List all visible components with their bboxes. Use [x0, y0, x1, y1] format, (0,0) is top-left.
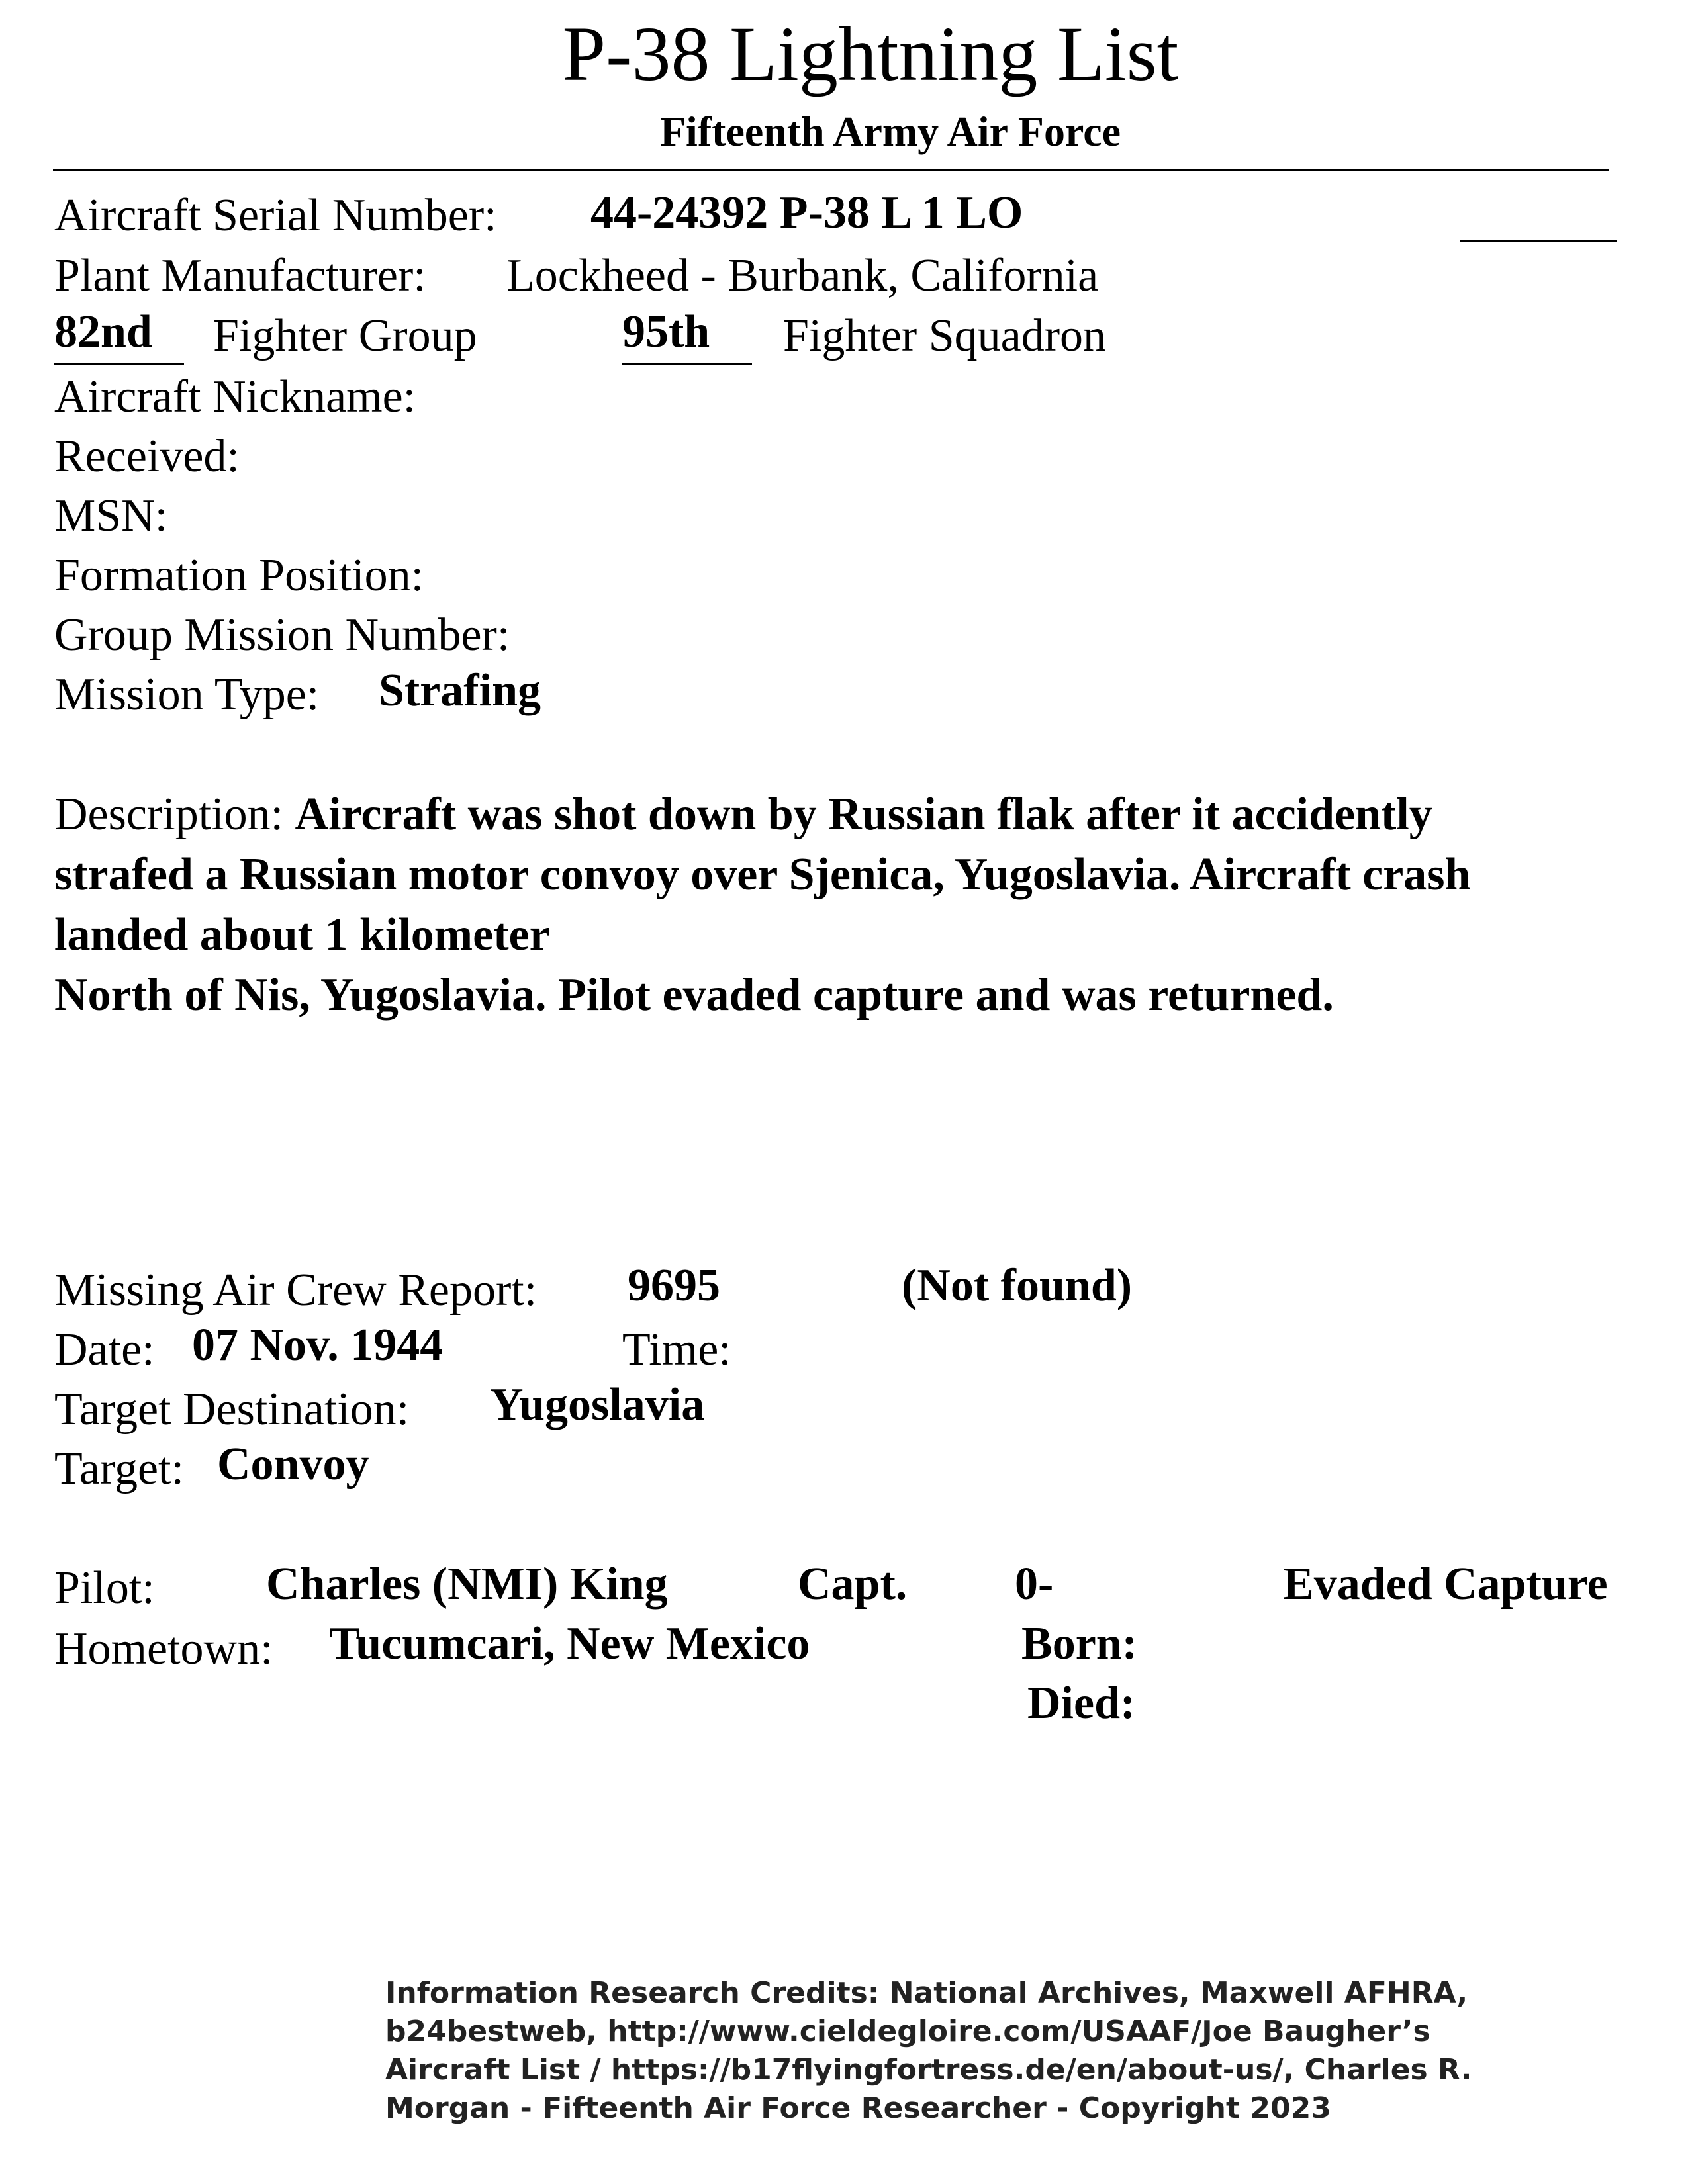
hometown-value: Tucumcari, New Mexico [329, 1618, 810, 1669]
description-line: Aircraft was shot down by Russian flak after it accidently [295, 789, 1432, 840]
credits-line: Morgan - Fifteenth Air Force Researcher - Copyright 2023 [385, 2091, 1331, 2125]
died-label: Died: [1027, 1678, 1136, 1729]
msn-label: MSN: [54, 490, 168, 541]
hometown-label: Hometown: [54, 1623, 273, 1674]
research-credits [385, 1974, 1472, 2128]
description [54, 784, 1630, 1025]
date-value: 07 Nov. 1944 [192, 1320, 444, 1371]
group-label: Fighter Group [213, 310, 477, 361]
page-title: P-38 Lightning List [562, 11, 1179, 97]
target-value: Convoy [217, 1439, 369, 1490]
target-label: Target: [54, 1443, 184, 1494]
macr-label: Missing Air Crew Report: [54, 1265, 538, 1316]
destination-label: Target Destination: [54, 1384, 410, 1435]
group-mission-label: Group Mission Number: [54, 610, 510, 660]
time-label: Time: [622, 1324, 731, 1375]
description-line: landed about 1 kilometer [54, 909, 550, 960]
page-subtitle: Fifteenth Army Air Force [659, 108, 1121, 155]
date-label: Date: [54, 1324, 155, 1375]
pilot-label: Pilot: [54, 1563, 155, 1614]
credits-line: Information Research Credits: National Archives, Maxwell AFHRA, [385, 1976, 1468, 2010]
description-line: strafed a Russian motor convoy over Sjenica, Yugoslavia. Aircraft crash [54, 849, 1471, 900]
blank-line [1460, 240, 1617, 242]
born-label: Born: [1021, 1618, 1137, 1669]
pilot-serial: 0- [1015, 1559, 1054, 1610]
serial-value: 44-24392 P-38 L 1 LO [590, 187, 1023, 238]
nickname-label: Aircraft Nickname: [54, 371, 416, 422]
group-value: 82nd [54, 306, 184, 365]
pilot-name: Charles (NMI) King [266, 1559, 668, 1610]
credits-line: b24bestweb, http://www.cieldegloire.com/USAAF/Joe Baugher’s [385, 2015, 1430, 2048]
manufacturer-value: Lockheed - Burbank, California [506, 250, 1099, 301]
pilot-status: Evaded Capture [1283, 1559, 1608, 1610]
mission-type-value: Strafing [379, 665, 541, 716]
header-divider [53, 169, 1609, 171]
credits-line: Aircraft List / https://b17flyingfortress.de/en/about-us/, Charles R. [385, 2053, 1472, 2087]
mission-type-label: Mission Type: [54, 669, 320, 720]
formation-label: Formation Position: [54, 550, 424, 601]
manufacturer-label: Plant Manufacturer: [54, 250, 426, 301]
description-label: Description: [54, 789, 284, 840]
macr-value: 9695 [628, 1260, 720, 1311]
macr-note: (Not found) [902, 1260, 1133, 1311]
squadron-value: 95th [622, 306, 752, 365]
received-label: Received: [54, 431, 240, 482]
pilot-rank: Capt. [798, 1559, 908, 1610]
description-line: North of Nis, Yugoslavia. Pilot evaded capture and was returned. [54, 970, 1334, 1021]
squadron-label: Fighter Squadron [783, 310, 1107, 361]
serial-label: Aircraft Serial Number: [54, 190, 497, 241]
destination-value: Yugoslavia [490, 1379, 705, 1430]
